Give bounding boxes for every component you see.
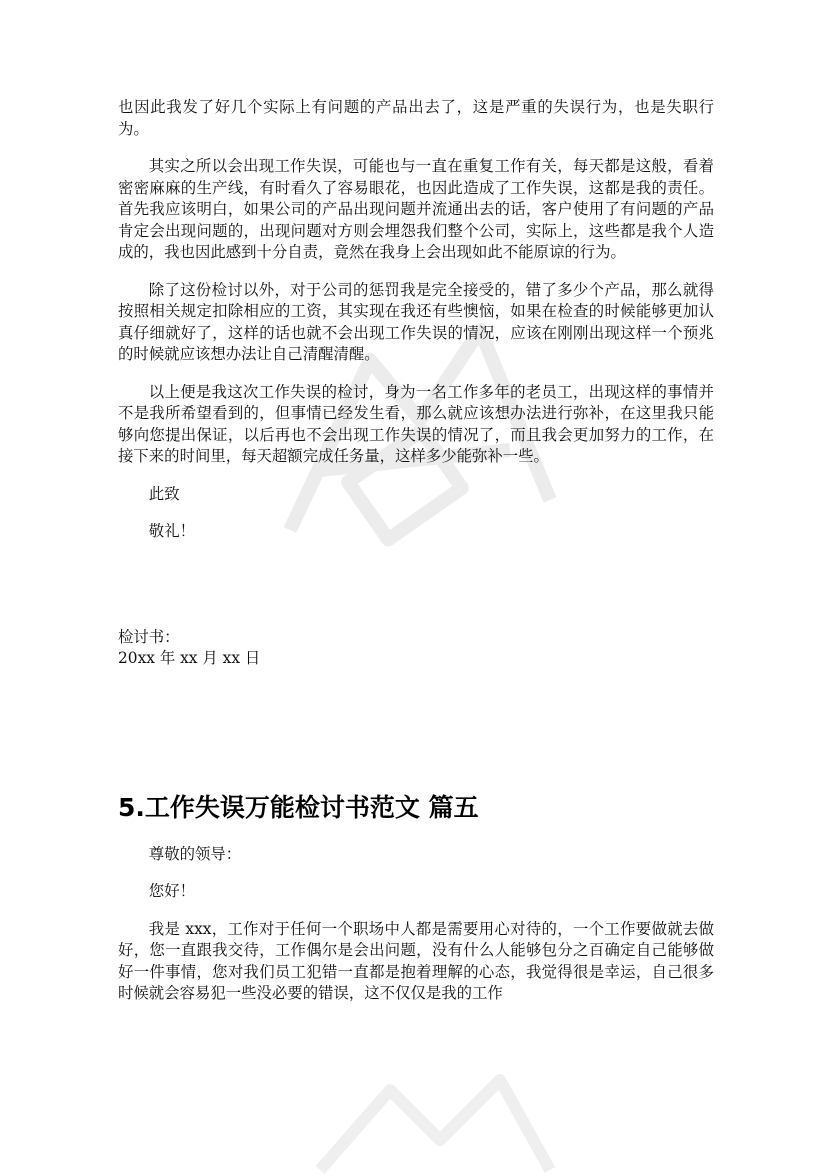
signature-label: 检讨书：	[118, 627, 180, 646]
hello-line: 您好！	[148, 882, 195, 900]
paragraph-5: 我是 xxx，工作对于任何一个职场中人都是需要用心对待的，一个工作要做就去做好，您一直跟我交待，工作偶尔是会出问题，没有什么人能够包分之百确定自己能够做好一件事情，您对我们员工犯错一直都是抱着理解的心态，我觉得很是幸运，自己很多时候就会容易犯一些没必要的错误，这不仅仅是我的工作	[118, 919, 714, 1002]
watermark-logo-bottom	[300, 1070, 560, 1174]
closing-line-1: 此致	[148, 484, 180, 503]
closing-line-2: 敬礼！	[148, 522, 195, 540]
section-heading: 5.工作失误万能检讨书范文 篇五	[118, 792, 479, 822]
paragraph-1: 也因此我发了好几个实际上有问题的产品出去了，这是严重的失误行为，也是失职行为。	[118, 98, 714, 138]
greeting: 尊敬的领导：	[148, 844, 242, 863]
signature-block	[118, 627, 714, 669]
paragraph-3: 除了这份检讨以外，对于公司的惩罚我是完全接受的，错了多少个产品，那么就得按照相关规定扣除相应的工资，其实现在我还有些懊恼，如果在检查的时候能够更加认真仔细就好了，这样的话也就不会出现工作失误的情况，应该在刚刚出现这样一个预兆的时候就应该想办法让自己清醒清醒。	[118, 280, 714, 363]
document-body	[118, 97, 714, 1021]
signature-date: 20xx 年 xx 月 xx 日	[118, 648, 261, 667]
paragraph-4: 以上便是我这次工作失误的检讨，身为一名工作多年的老员工，出现这样的事情并不是我所希望看到的，但事情已经发生看，那么就应该想办法进行弥补，在这里我只能够向您提出保证，以后再也不会出现工作失误的情况了，而且我会更加努力的工作，在接下来的时间里，每天超额完成任务量，这样多少能弥补一些。	[118, 382, 714, 465]
paragraph-2: 其实之所以会出现工作失误，可能也与一直在重复工作有关，每天都是这般，看着密密麻麻的生产线，有时看久了容易眼花，也因此造成了工作失误，这都是我的责任。首先我应该明白，如果公司的产品出现问题并流通出去的话，客户使用了有问题的产品肯定会出现问题的，出现问题对方则会埋怨我们整个公司，实际上，这些都是我个人造成的，我也因此感到十分自责，竟然在我身上会出现如此不能原谅的行为。	[118, 157, 714, 261]
